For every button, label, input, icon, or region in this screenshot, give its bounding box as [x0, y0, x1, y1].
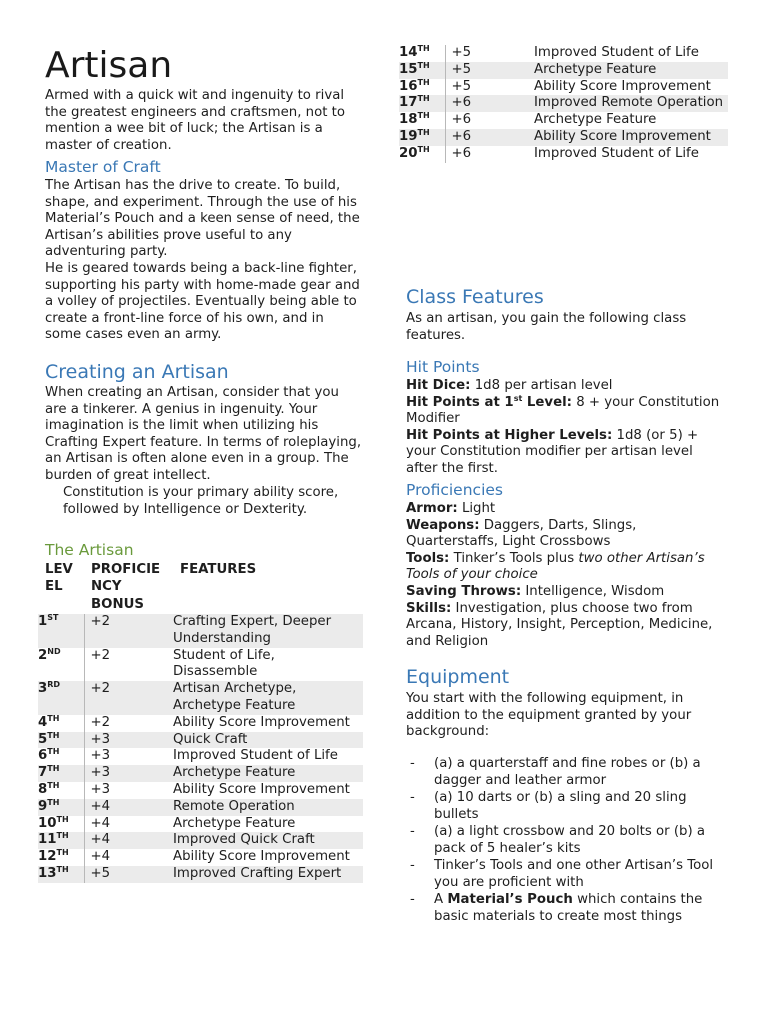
armor-line: [406, 501, 728, 518]
level-number: 19: [399, 128, 418, 144]
left-column: [38, 0, 363, 1024]
features-cell: Improved Crafting Expert: [173, 866, 363, 883]
level-cell: [399, 45, 445, 62]
weapons-line: [406, 518, 728, 551]
level-cell: [38, 849, 84, 866]
proficiency-bonus-cell: +4: [84, 832, 173, 849]
level-cell: [38, 816, 84, 833]
table-row: [38, 765, 363, 782]
proficiency-bonus-cell: +2: [84, 648, 173, 682]
level-cell: [38, 715, 84, 732]
equipment-heading: Equipment: [406, 666, 510, 688]
level-ordinal-suffix: TH: [417, 44, 430, 53]
proficiency-bonus-cell: +6: [445, 95, 534, 112]
hp-higher-value: 1d8 (or 5) + your Constitution modifier per artisan level after the first.: [406, 427, 699, 476]
skills-label: Skills:: [406, 600, 452, 616]
features-cell: Improved Remote Operation: [534, 95, 728, 112]
tools-value: Tinker’s Tools plus: [449, 550, 579, 566]
level-ordinal-suffix: TH: [417, 94, 430, 104]
level-cell: [38, 681, 84, 715]
features-cell: Ability Score Improvement: [534, 129, 728, 146]
table-row: [38, 732, 363, 749]
level-number: 3: [38, 681, 48, 697]
level-number: 2: [38, 647, 48, 663]
proficiency-bonus-cell: +4: [84, 799, 173, 816]
table-row: [38, 849, 363, 866]
level-cell: [38, 866, 84, 883]
materials-pouch-label: Material’s Pouch: [447, 892, 573, 907]
page-title: Artisan: [45, 45, 173, 86]
proficiency-bonus-cell: +6: [445, 146, 534, 163]
table-row: [399, 146, 728, 163]
tools-label: Tools:: [406, 550, 450, 566]
hp-higher-line: [406, 428, 728, 478]
hp-first-value: 8 + your Constitution Modifier: [406, 394, 720, 427]
proficiency-bonus-cell: +4: [84, 849, 173, 866]
level-cell: [38, 765, 84, 782]
hp-first-label: [406, 395, 572, 410]
features-cell: Ability Score Improvement: [173, 714, 350, 730]
level-number: 4: [38, 714, 48, 730]
features-cell: Archetype Feature: [173, 815, 296, 831]
level-number: 18: [399, 112, 418, 128]
table-row: [38, 614, 363, 648]
features-cell: Archetype Feature: [534, 112, 657, 128]
class-features-paragraph: As an artisan, you gain the following class features.: [406, 311, 687, 343]
proficiencies-block: [406, 501, 728, 650]
level-ordinal-suffix: TH: [417, 127, 430, 137]
level-ordinal-suffix: RD: [47, 680, 61, 690]
table-row: [38, 866, 363, 883]
hit-points-block: [406, 378, 728, 478]
features-cell: Remote Operation: [173, 799, 363, 816]
level-ordinal-suffix: TH: [47, 764, 60, 774]
level-number: 17: [399, 95, 418, 111]
proficiency-bonus-cell: +5: [84, 866, 173, 883]
header-proficiency: PROFICIE NCY BONUS: [91, 562, 161, 612]
hit-points-heading: Hit Points: [406, 358, 480, 376]
equipment-item: - (a) a quarterstaff and fine robes or (b) a dagger and leather armor: [388, 755, 728, 789]
armor-label: Armor:: [406, 501, 458, 516]
artisan-table-heading: The Artisan: [45, 541, 134, 559]
proficiency-bonus-cell: +3: [84, 748, 173, 765]
level-ordinal-suffix: TH: [56, 831, 69, 841]
table-row: [399, 95, 728, 112]
proficiency-bonus-cell: +2: [84, 715, 173, 732]
level-ordinal-suffix: TH: [417, 111, 430, 121]
equipment-list-wrap: [388, 755, 728, 925]
level-number: 12: [38, 849, 57, 865]
weapons-label: Weapons:: [406, 517, 480, 533]
features-cell: Improved Student of Life: [534, 45, 699, 60]
equipment-paragraph: You start with the following equipment, in addition to the equipment granted by your background:: [406, 691, 692, 740]
level-ordinal-suffix: ND: [47, 646, 61, 656]
level-table: [38, 614, 363, 883]
level-cell: [38, 782, 84, 799]
level-ordinal-suffix: TH: [47, 797, 60, 807]
features-cell: Archetype Feature: [173, 765, 363, 782]
proficiency-bonus-cell: +2: [84, 681, 173, 715]
features-cell: Ability Score Improvement: [534, 78, 711, 94]
equipment-list: [388, 755, 728, 925]
level-number: 8: [38, 781, 48, 797]
equipment-item-5-a: A: [434, 892, 448, 907]
proficiency-bonus-cell: +6: [445, 129, 534, 146]
weapons-value: Daggers, Darts, Slings, Quarterstaffs, Light Crossbows: [406, 517, 637, 550]
level-ordinal-suffix: TH: [47, 747, 60, 757]
level-number: 7: [38, 765, 48, 781]
hp-higher-label: Hit Points at Higher Levels:: [406, 427, 613, 443]
level-number: 16: [399, 78, 418, 94]
creating-paragraph-1: When creating an Artisan, consider that you are a tinkerer. A genius in ingenuity. Your imagination is the limit when utilizing his Crafting Expert feature. In terms of roleplaying, an Artisan is often alone even in a group. The burden of great intellect.: [45, 385, 362, 483]
table-row: [38, 782, 363, 799]
tools-italic: two other Artisan’s Tools of your choice: [406, 550, 705, 583]
table-row: [399, 79, 728, 96]
features-cell: Improved Student of Life: [534, 145, 699, 161]
table-row: [38, 799, 363, 816]
creating-artisan-heading: Creating an Artisan: [45, 361, 229, 383]
features-cell: Archetype Feature: [534, 62, 728, 79]
class-features-heading: Class Features: [406, 286, 544, 308]
hp-first-label-b: Level:: [522, 394, 572, 410]
proficiency-bonus-cell: +5: [445, 79, 534, 96]
equipment-item: - (a) 10 darts or (b) a sling and 20 sling bullets: [388, 789, 728, 823]
skills-value: Investigation, plus choose two from Arcana, History, Insight, Perception, Medicine, and Religion: [406, 600, 713, 649]
level-ordinal-suffix: TH: [417, 77, 430, 87]
hit-dice-value: 1d8 per artisan level: [470, 378, 613, 393]
hit-dice-label: Hit Dice:: [406, 378, 471, 393]
features-cell: Improved Student of Life: [173, 748, 338, 764]
hp-first-label-a: Hit Points at 1: [406, 394, 514, 410]
table-row: [38, 816, 363, 833]
level-number: 1: [38, 614, 48, 629]
level-ordinal-suffix: TH: [47, 730, 60, 740]
tools-line: [406, 551, 728, 584]
armor-value: Light: [457, 501, 496, 516]
level-cell: [399, 129, 445, 146]
level-cell: [38, 732, 84, 749]
level-ordinal-suffix: TH: [56, 864, 69, 874]
level-number: 15: [399, 61, 418, 77]
table-row: [399, 112, 728, 129]
table-row: [399, 129, 728, 146]
features-cell: Artisan Archetype, Archetype Feature: [173, 681, 363, 715]
creating-paragraph-2: Constitution is your primary ability score, followed by Intelligence or Dexterity.: [63, 485, 339, 517]
level-number: 20: [399, 145, 418, 161]
table-row: [399, 45, 728, 62]
level-number: 9: [38, 798, 48, 814]
table-row: [38, 648, 363, 682]
proficiency-bonus-cell: +3: [84, 732, 173, 749]
header-level: LEV EL: [45, 562, 73, 595]
master-paragraph-2: He is geared towards being a back-line fighter, supporting his party with home-made gear and a volley of projectiles. Eventually being able to create a front-line force of his own, and in some cases even an army.: [45, 261, 360, 343]
proficiencies-heading: Proficiencies: [406, 481, 503, 499]
level-ordinal-suffix: ST: [47, 613, 59, 622]
level-number: 13: [38, 865, 57, 881]
skills-line: [406, 601, 728, 651]
equipment-item: [388, 891, 728, 925]
hp-first-level-line: [406, 395, 728, 428]
level-cell: [399, 95, 445, 112]
level-cell: [38, 832, 84, 849]
level-ordinal-suffix: TH: [47, 780, 60, 790]
table-row: [38, 681, 363, 715]
intro-paragraph: Armed with a quick wit and ingenuity to rival the greatest engineers and craftsmen, not to mention a wee bit of luck; the Artisan is a master of creation.: [45, 88, 346, 153]
level-cell: [399, 146, 445, 163]
master-of-craft-heading: Master of Craft: [45, 158, 161, 176]
level-number: 10: [38, 815, 57, 831]
right-column: [399, 0, 728, 1024]
level-ordinal-suffix: TH: [47, 713, 60, 723]
proficiency-bonus-cell: +3: [84, 765, 173, 782]
table-row: [38, 715, 363, 732]
proficiency-bonus-cell: +5: [445, 62, 534, 79]
level-table-continued: [399, 45, 728, 163]
saving-throws-label: Saving Throws:: [406, 583, 522, 599]
features-cell: Student of Life, Disassemble: [173, 647, 275, 680]
features-cell: Ability Score Improvement: [173, 781, 350, 797]
level-number: 5: [38, 731, 48, 747]
proficiency-bonus-cell: +3: [84, 782, 173, 799]
level-cell: [38, 648, 84, 682]
features-cell: Crafting Expert, Deeper Understanding: [173, 614, 363, 648]
level-number: 14: [399, 45, 418, 60]
header-features: FEATURES: [180, 562, 257, 577]
level-ordinal-suffix: TH: [417, 144, 430, 154]
proficiency-bonus-cell: +6: [445, 112, 534, 129]
proficiency-bonus-cell: +5: [445, 45, 534, 62]
table-row: [38, 748, 363, 765]
equipment-item-5-b: which contains the basic materials to create most things: [434, 892, 703, 924]
level-ordinal-suffix: TH: [56, 814, 69, 824]
level-cell: [399, 112, 445, 129]
equipment-item: - Tinker’s Tools and one other Artisan’s Tool you are proficient with: [388, 857, 728, 891]
features-cell: Quick Craft: [173, 732, 363, 749]
level-table-part-1: [38, 614, 363, 883]
master-paragraph-1: The Artisan has the drive to create. To build, shape, and experiment. Through the use of his Material’s Pouch and a keen sense of need, the Artisan’s abilities prove useful to any adventuring party.: [45, 178, 360, 260]
level-ordinal-suffix: TH: [56, 848, 69, 858]
table-row: [399, 62, 728, 79]
level-table-part-2: [399, 45, 728, 163]
table-row: [38, 832, 363, 849]
level-cell: [399, 79, 445, 96]
features-cell: Improved Quick Craft: [173, 832, 363, 849]
proficiency-bonus-cell: +2: [84, 614, 173, 648]
level-cell: [399, 62, 445, 79]
features-cell: Ability Score Improvement: [173, 849, 350, 865]
proficiency-bonus-cell: +4: [84, 816, 173, 833]
equipment-item: - (a) a light crossbow and 20 bolts or (b) a pack of 5 healer’s kits: [388, 823, 728, 857]
level-cell: [38, 799, 84, 816]
level-cell: [38, 614, 84, 648]
hit-dice-line: [406, 378, 728, 395]
level-cell: [38, 748, 84, 765]
level-number: 6: [38, 748, 48, 764]
saving-throws-line: [406, 584, 728, 601]
saving-throws-value: Intelligence, Wisdom: [521, 583, 665, 599]
level-number: 11: [38, 832, 57, 848]
hp-first-label-sup: st: [513, 393, 523, 403]
level-ordinal-suffix: TH: [417, 60, 430, 70]
